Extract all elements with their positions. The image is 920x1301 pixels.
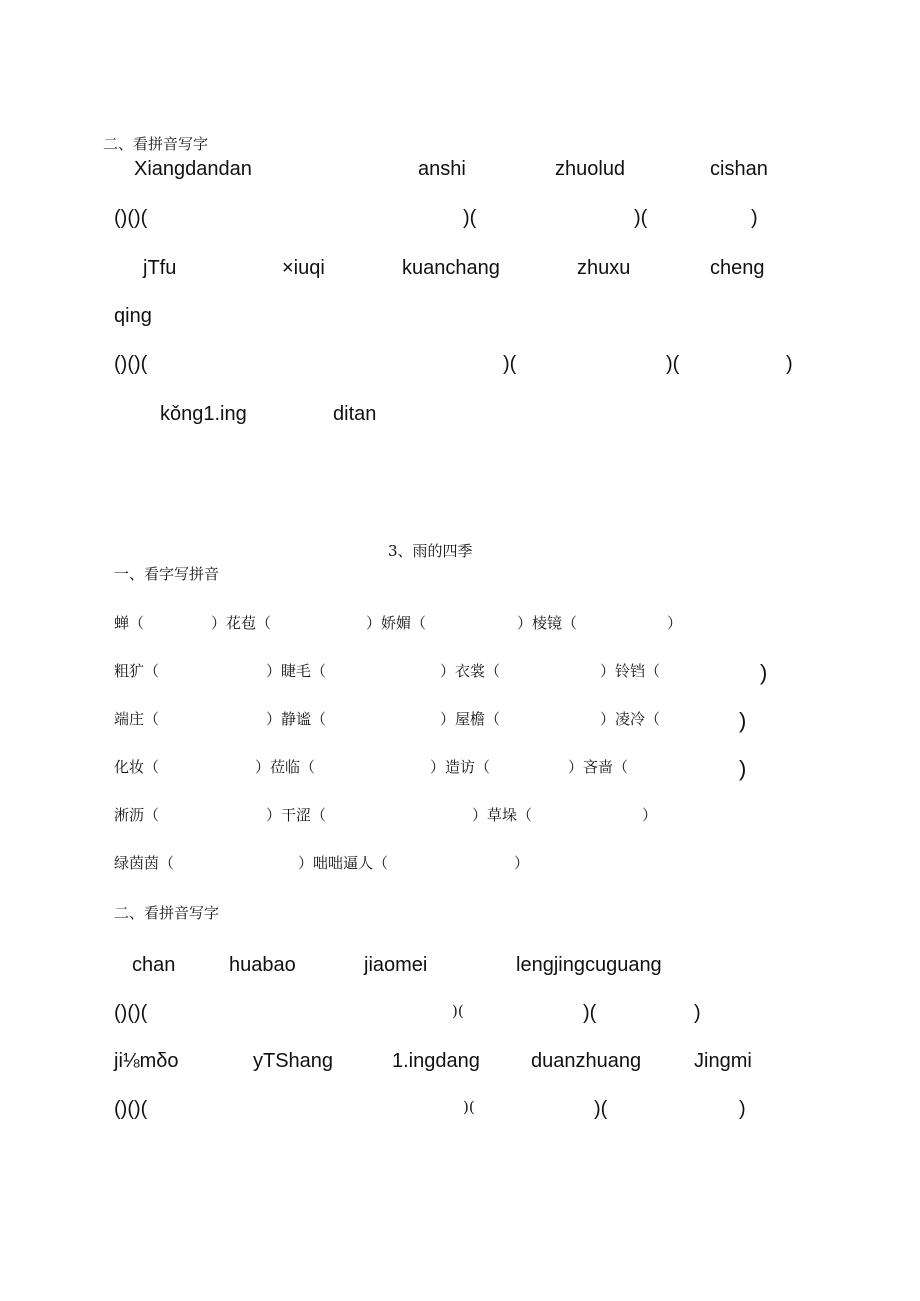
pinyin-word: huabao — [229, 954, 296, 976]
pinyin-word: jTfu — [143, 257, 177, 279]
word-item: ） — [667, 614, 683, 632]
word-item: ) — [760, 660, 768, 685]
pinyin-word: chan — [132, 954, 176, 976]
answer-brackets: ) — [751, 207, 758, 229]
word-item: 粗犷（ — [114, 662, 160, 680]
word-item: ）干涩（ — [266, 806, 327, 824]
answer-brackets: ()()( — [114, 353, 148, 375]
section1-heading: 一、看字写拼音 — [114, 565, 220, 583]
word-item: ) — [739, 756, 747, 781]
pinyin-word: cheng — [710, 257, 765, 279]
word-item: 蝉（ — [114, 614, 145, 632]
pinyin-word: cishan — [710, 158, 768, 180]
word-item: ） — [642, 806, 658, 824]
word-item: ）咄咄逼人（ — [298, 854, 389, 872]
answer-brackets: ()()( — [114, 1002, 148, 1024]
pinyin-word: kuanchang — [402, 257, 500, 279]
pinyin-word: qing — [114, 305, 152, 327]
pinyin-word: duanzhuang — [531, 1050, 642, 1072]
pinyin-word: lengjingcuguang — [516, 954, 662, 976]
word-item: ）花苞（ — [211, 614, 272, 632]
answer-brackets: )( — [666, 353, 680, 375]
word-item: 绿茵茵（ — [114, 854, 175, 872]
answer-brackets: )( — [452, 1002, 464, 1020]
word-item: ）铃铛（ — [600, 662, 661, 680]
pinyin-word: ditan — [333, 403, 377, 425]
word-item: ）莅临（ — [255, 758, 316, 776]
part2-heading: 二、看拼音写字 — [103, 135, 209, 153]
answer-brackets: )( — [634, 207, 648, 229]
answer-brackets: ()()( — [114, 207, 148, 229]
word-item: ） — [514, 854, 530, 872]
answer-brackets: ) — [739, 1098, 746, 1120]
pinyin-word: 1.ingdang — [392, 1050, 480, 1072]
word-item: ）娇媚（ — [366, 614, 427, 632]
pinyin-word: zhuolud — [555, 158, 626, 180]
word-item: ）睫毛（ — [266, 662, 327, 680]
answer-brackets: )( — [583, 1002, 597, 1024]
word-item: ）屋檐（ — [440, 710, 501, 728]
answer-brackets: ) — [786, 353, 793, 375]
word-item: 淅沥（ — [114, 806, 160, 824]
pinyin-word: yTShang — [253, 1050, 334, 1072]
pinyin-word: Jingmi — [694, 1050, 752, 1072]
word-item: ）吝啬（ — [568, 758, 629, 776]
answer-brackets: ) — [694, 1002, 701, 1024]
answer-brackets: ()()( — [114, 1098, 148, 1120]
word-item: ）草垛（ — [472, 806, 533, 824]
pinyin-word: kǒng1.ing — [160, 403, 247, 425]
answer-brackets: )( — [594, 1098, 608, 1120]
word-item: ) — [739, 708, 747, 733]
answer-brackets: )( — [463, 1098, 475, 1116]
pinyin-word: ×iuqi — [282, 257, 325, 279]
word-item: ）棱镜（ — [517, 614, 578, 632]
section2-heading: 二、看拼音写字 — [114, 904, 220, 922]
word-item: ）静谧（ — [266, 710, 327, 728]
pinyin-word: jiaomei — [364, 954, 428, 976]
pinyin-word: ji⅛mδo — [114, 1050, 179, 1072]
answer-brackets: )( — [463, 207, 477, 229]
word-item: ）造访（ — [430, 758, 491, 776]
word-item: 端庄（ — [114, 710, 160, 728]
word-item: ）凌冷（ — [600, 710, 661, 728]
word-item: ）衣裳（ — [440, 662, 501, 680]
pinyin-word: Xiangdandan — [134, 158, 252, 180]
word-item: 化妆（ — [114, 758, 160, 776]
lesson-title: 3、雨的四季 — [388, 542, 473, 560]
pinyin-word: anshi — [418, 158, 466, 180]
answer-brackets: )( — [503, 353, 517, 375]
pinyin-word: zhuxu — [577, 257, 631, 279]
